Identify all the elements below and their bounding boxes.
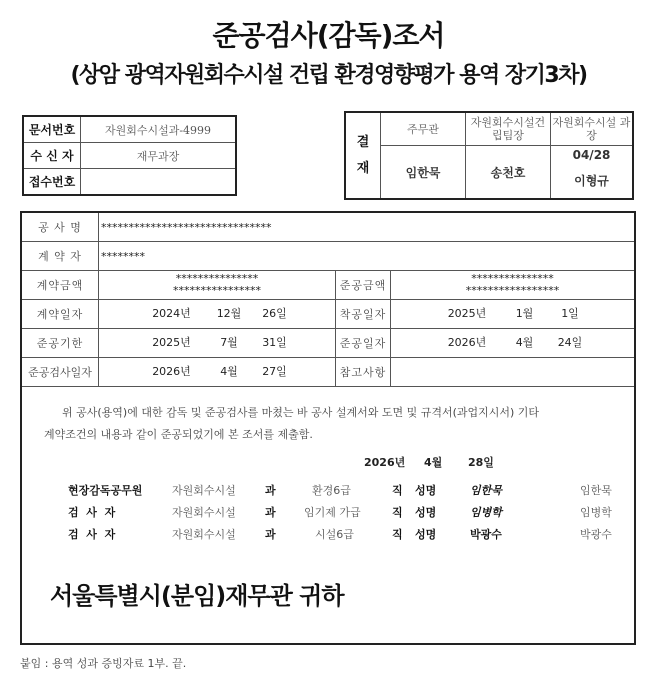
remarks-label: 참고사항 [336,358,391,387]
recipient-label: 수 신 자 [23,143,81,169]
statement-text [22,402,634,446]
signatory-row [22,482,634,500]
inspection-date-value [99,358,336,387]
doc-number-value: 자원회수시설과-4999 [81,116,237,143]
remarks-value [391,358,635,387]
approval-table [344,111,634,200]
due-date-month: 7월 [220,336,238,349]
details-table [22,213,634,387]
signatory-position: 직 [392,528,403,541]
completion-date-month: 4월 [515,336,534,349]
signatory-name: 임한묵 [470,484,502,497]
project-name-value: ******************************* [99,213,635,242]
contract-amount-line2: **************** [173,284,261,297]
due-date-year: 2025년 [152,336,191,349]
inspection-report-box [20,211,636,645]
start-date-year: 2025년 [447,307,487,320]
statement-line2: 계약조건의 내용과 같이 준공되었기에 본 조서를 제출함. [44,428,313,441]
inspection-date-day: 27일 [262,365,287,378]
signatory-role: 검 사 자 [68,528,116,541]
contractor-row [22,242,634,271]
signatory-name-label: 성명 [415,528,437,541]
signatory-dept-suffix: 과 [265,506,276,519]
contractor-value: ******** [99,242,635,271]
approver-title-3: 자원회수시설 과장 [551,112,634,146]
due-date-label: 준공기한 [22,329,99,358]
contract-date-month: 12월 [216,307,242,320]
approval-side-label-1: 결 [356,134,370,150]
inspection-date-label: 준공검사일자 [22,358,99,387]
sign-date-year: 2026년 [364,456,406,469]
completion-date-year: 2026년 [447,336,487,349]
contract-amount-line1: *************** [175,272,259,285]
receipt-number-label: 접수번호 [23,169,81,196]
approver-name-2: 송천호 [466,146,551,200]
signatory-dept: 자원회수시설 [172,506,236,519]
signatory-grade: 시설6급 [315,528,354,541]
approval-date: 04/28 [572,148,611,162]
project-name-label: 공 사 명 [22,213,99,242]
approver-name-1: 임한묵 [381,146,466,200]
signatory-position: 직 [392,484,403,497]
completion-date-value [391,329,635,358]
recipient-row [23,143,236,169]
inspection-date-year: 2026년 [152,365,191,378]
doc-info-table [22,115,237,196]
completion-amount-value [391,271,635,300]
signatory-signature: 임한묵 [580,484,612,497]
contract-start-row [22,300,634,329]
completion-date-day: 24일 [557,336,583,349]
signatory-row [22,504,634,522]
completion-date-label: 준공일자 [336,329,391,358]
signatory-dept-suffix: 과 [265,484,276,497]
contract-amount-value [99,271,336,300]
due-completion-row [22,329,634,358]
contract-date-value [99,300,336,329]
receipt-number-row [23,169,236,196]
signatory-signature: 박광수 [580,528,612,541]
signatory-name: 임병학 [470,506,502,519]
signatory-grade: 임기제 가급 [304,506,361,519]
receipt-number-value [81,169,237,196]
contract-date-year: 2024년 [152,307,191,320]
signatory-dept: 자원회수시설 [172,528,236,541]
signatory-row [22,526,634,544]
approval-side-label-2: 재 [356,160,370,176]
inspection-remarks-row [22,358,634,387]
sign-date-month: 4월 [424,456,443,469]
contract-date-label: 계약일자 [22,300,99,329]
start-date-value [391,300,635,329]
completion-amount-label: 준공금액 [336,271,391,300]
signatory-dept: 자원회수시설 [172,484,236,497]
signatory-position: 직 [392,506,403,519]
signatory-name-label: 성명 [415,506,437,519]
approver-name-3: 이형규 [574,174,609,188]
signatory-role: 검 사 자 [68,506,116,519]
signatory-grade: 환경6급 [312,484,351,497]
due-date-value [99,329,336,358]
signatory-name: 박광수 [470,528,502,541]
inspection-date-month: 4월 [220,365,238,378]
attachment-note: 붙임 : 용역 성과 증빙자료 1부. 끝. [20,657,187,670]
recipient-value: 재무과장 [81,143,237,169]
start-date-day: 1일 [561,307,579,320]
signatory-name-label: 성명 [415,484,437,497]
contractor-label: 계 약 자 [22,242,99,271]
start-date-month: 1월 [515,307,534,320]
statement-line1: 위 공사(용역)에 대한 감독 및 준공검사를 마쳤는 바 공사 설계서와 도면 및 규격서(과업지시서) 기타 [62,406,540,419]
signatory-dept-suffix: 과 [265,528,276,541]
start-date-label: 착공일자 [336,300,391,329]
approver-title-1: 주무관 [381,112,466,146]
sign-date-day: 28일 [468,456,494,469]
approver-cell-3 [551,146,634,200]
project-name-row [22,213,634,242]
contract-amount-label: 계약금액 [22,271,99,300]
doc-number-label: 문서번호 [23,116,81,143]
document-subtitle: (상암 광역자원회수시설 건립 환경영향평가 용역 장기3차) [70,63,587,88]
due-date-day: 31일 [262,336,287,349]
doc-number-row [23,116,236,143]
signatory-role: 현장감독공무원 [68,484,143,497]
addressee: 서울특별시(분임)재무관 귀하 [50,582,344,610]
contract-date-day: 26일 [262,307,287,320]
signatory-signature: 임병학 [580,506,612,519]
document-title: 준공검사(감독)조서 [212,19,445,52]
completion-amount-line1: *************** [471,272,554,285]
completion-amount-line2: ***************** [465,284,560,297]
approval-side-label [345,112,381,199]
approver-title-2: 자원회수시설건립팀장 [466,112,551,146]
amount-row [22,271,634,300]
